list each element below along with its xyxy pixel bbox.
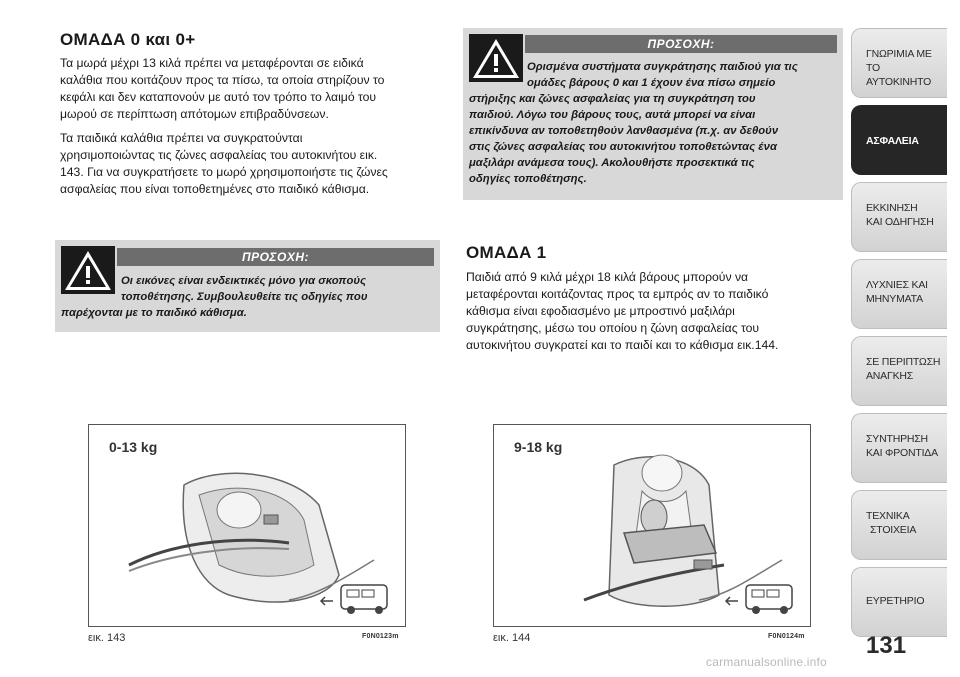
text-line: Τα παιδικά καλάθια πρέπει να συγκρατούνται <box>60 131 303 145</box>
warning-triangle-icon <box>61 246 115 294</box>
text-line: τοποθέτησης. Συμβουλευθείτε τις οδηγίες που <box>121 291 368 303</box>
text-line: αυτοκινήτου συγκρατεί και το παιδί και το κάθισμα εικ.144. <box>466 338 779 352</box>
tab-label: ΣΥΝΤΗΡΗΣΗ <box>866 433 928 445</box>
figure-code-144: F0N0124m <box>768 633 805 640</box>
tab-starting-driving[interactable] <box>851 182 947 252</box>
tab-warning-lights[interactable] <box>851 259 947 329</box>
warning-header: ΠΡΟΣΟΧΗ: <box>525 35 837 53</box>
tab-label: ΣΕ ΠΕΡΙΠΤΩΣΗ <box>866 356 941 368</box>
tab-safety[interactable] <box>851 105 947 175</box>
text-line: Ορισμένα συστήματα συγκράτησης παιδιού για τις <box>527 61 798 73</box>
tab-label: ΤΕΧΝΙΚΑ <box>866 510 910 522</box>
text-line: ασφαλείας που είναι τοποθετημένες στο παιδικό κάθισμα. <box>60 182 370 196</box>
paragraph-seat-belts <box>60 130 388 198</box>
tab-maintenance[interactable] <box>851 413 947 483</box>
child-seat-illustration <box>494 425 811 627</box>
tab-emergency[interactable] <box>851 336 947 406</box>
tab-label: ΜΗΝΥΜΑΤΑ <box>866 293 923 305</box>
warning-text-continued <box>469 91 839 187</box>
tab-technical-data[interactable] <box>851 490 947 560</box>
warning-box-left <box>55 240 440 332</box>
tab-index[interactable] <box>851 567 947 637</box>
text-line: κάθισμα είναι εφοδιασμένο με μπροστινό μαξιλάρι <box>466 304 735 318</box>
tab-label: ΛΥΧΝΙΕΣ ΚΑΙ <box>866 279 928 291</box>
warning-header: ΠΡΟΣΟΧΗ: <box>117 248 434 266</box>
warning-box-right <box>463 28 843 200</box>
tab-label: ΣΤΟΙΧΕΙΑ <box>870 524 917 536</box>
figure-weight-label: 9-18 kg <box>514 439 563 455</box>
text-line: Οι εικόνες είναι ενδεικτικές μόνο για σκοπούς <box>121 275 367 287</box>
paragraph-group-1 <box>466 269 778 354</box>
warning-text-continued: παρέχονται με το παιδικό κάθισμα. <box>61 307 247 319</box>
text-line: μεταφέρονται κοιτάζοντας προς τα εμπρός αν το παιδικό <box>466 287 769 301</box>
text-line: παιδιού. Λόγω του βάρους τους, αυτά μπορεί να είναι <box>469 109 756 121</box>
figure-caption-144: εικ. 144 <box>493 632 531 644</box>
warning-text <box>121 273 436 305</box>
tab-label: ΕΚΚΙΝΗΣΗ <box>866 202 918 214</box>
text-line: καλάθια που κοιτάζουν προς τα πίσω, τα οποία στηρίζουν το <box>60 73 385 87</box>
text-line: οδηγίες τοποθέτησης. <box>469 173 587 185</box>
text-line: Παιδιά από 9 κιλά μέχρι 18 κιλά βάρους μπορούν να <box>466 270 749 284</box>
warning-text <box>527 59 839 91</box>
section-title-group-0: ΟΜΑΔΑ 0 και 0+ <box>60 30 196 49</box>
figure-144 <box>493 424 811 627</box>
tab-label: ΓΝΩΡΙΜΙΑ ΜΕ <box>866 48 932 60</box>
tab-label: ΤΟ ΑΥΤΟΚΙΝΗΤΟ <box>866 62 932 88</box>
text-line: 143. Για να συγκρατήσετε το μωρό χρησιμοποιήστε τις ζώνες <box>60 165 388 179</box>
tab-label: ΑΣΦΑΛΕΙΑ <box>866 135 919 147</box>
figure-weight-label: 0-13 kg <box>109 439 158 455</box>
watermark: carmanualsonline.info <box>706 655 827 669</box>
warning-triangle-icon <box>469 34 523 82</box>
text-line: Τα μωρά μέχρι 13 κιλά πρέπει να μεταφέρονται σε ειδικά <box>60 56 364 70</box>
figure-143 <box>88 424 406 627</box>
figure-code-143: F0N0123m <box>362 633 399 640</box>
text-line: στις ζώνες ασφαλείας του αυτοκινήτου τοποθετώντας ένα <box>469 141 777 153</box>
tab-label: ΑΝΑΓΚΗΣ <box>866 370 914 382</box>
text-line: μωρού σε περίπτωση απότομων επιβραδύνσεων. <box>60 107 329 121</box>
text-line: συγκράτησης, μέσω του οποίου η ζώνη ασφαλείας του <box>466 321 760 335</box>
section-title-group-1: ΟΜΑΔΑ 1 <box>466 243 547 262</box>
infant-carrier-illustration <box>89 425 406 627</box>
tab-getting-to-know[interactable] <box>851 28 947 98</box>
figure-caption-143: εικ. 143 <box>88 632 126 644</box>
text-line: στήριξης και ζώνες ασφαλείας για τη συγκράτηση του <box>469 93 756 105</box>
text-line: ομάδες βάρους 0 και 1 έχουν ένα πίσω σημείο <box>527 77 776 89</box>
text-line: επικίνδυνα αν τοποθετηθούν λανθασμένα (π.χ. αν δεθούν <box>469 125 779 137</box>
page-number: 131 <box>866 632 907 659</box>
text-line: χρησιμοποιώντας τις ζώνες ασφαλείας του αυτοκινήτου εικ. <box>60 148 378 162</box>
tab-label: ΚΑΙ ΦΡΟΝΤΙΔΑ <box>866 447 938 459</box>
tab-label: ΕΥΡΕΤΗΡΙΟ <box>866 595 925 607</box>
tab-label: ΚΑΙ ΟΔΗΓΗΣΗ <box>866 216 934 228</box>
text-line: μαξιλάρι ανάμεσα τους). Ακολουθήστε προσεκτικά τις <box>469 157 755 169</box>
paragraph-group-0 <box>60 55 384 123</box>
text-line: κεφάλι και δεν καταπονούν με αυτό τον τρόπο το λαιμό του <box>60 90 377 104</box>
